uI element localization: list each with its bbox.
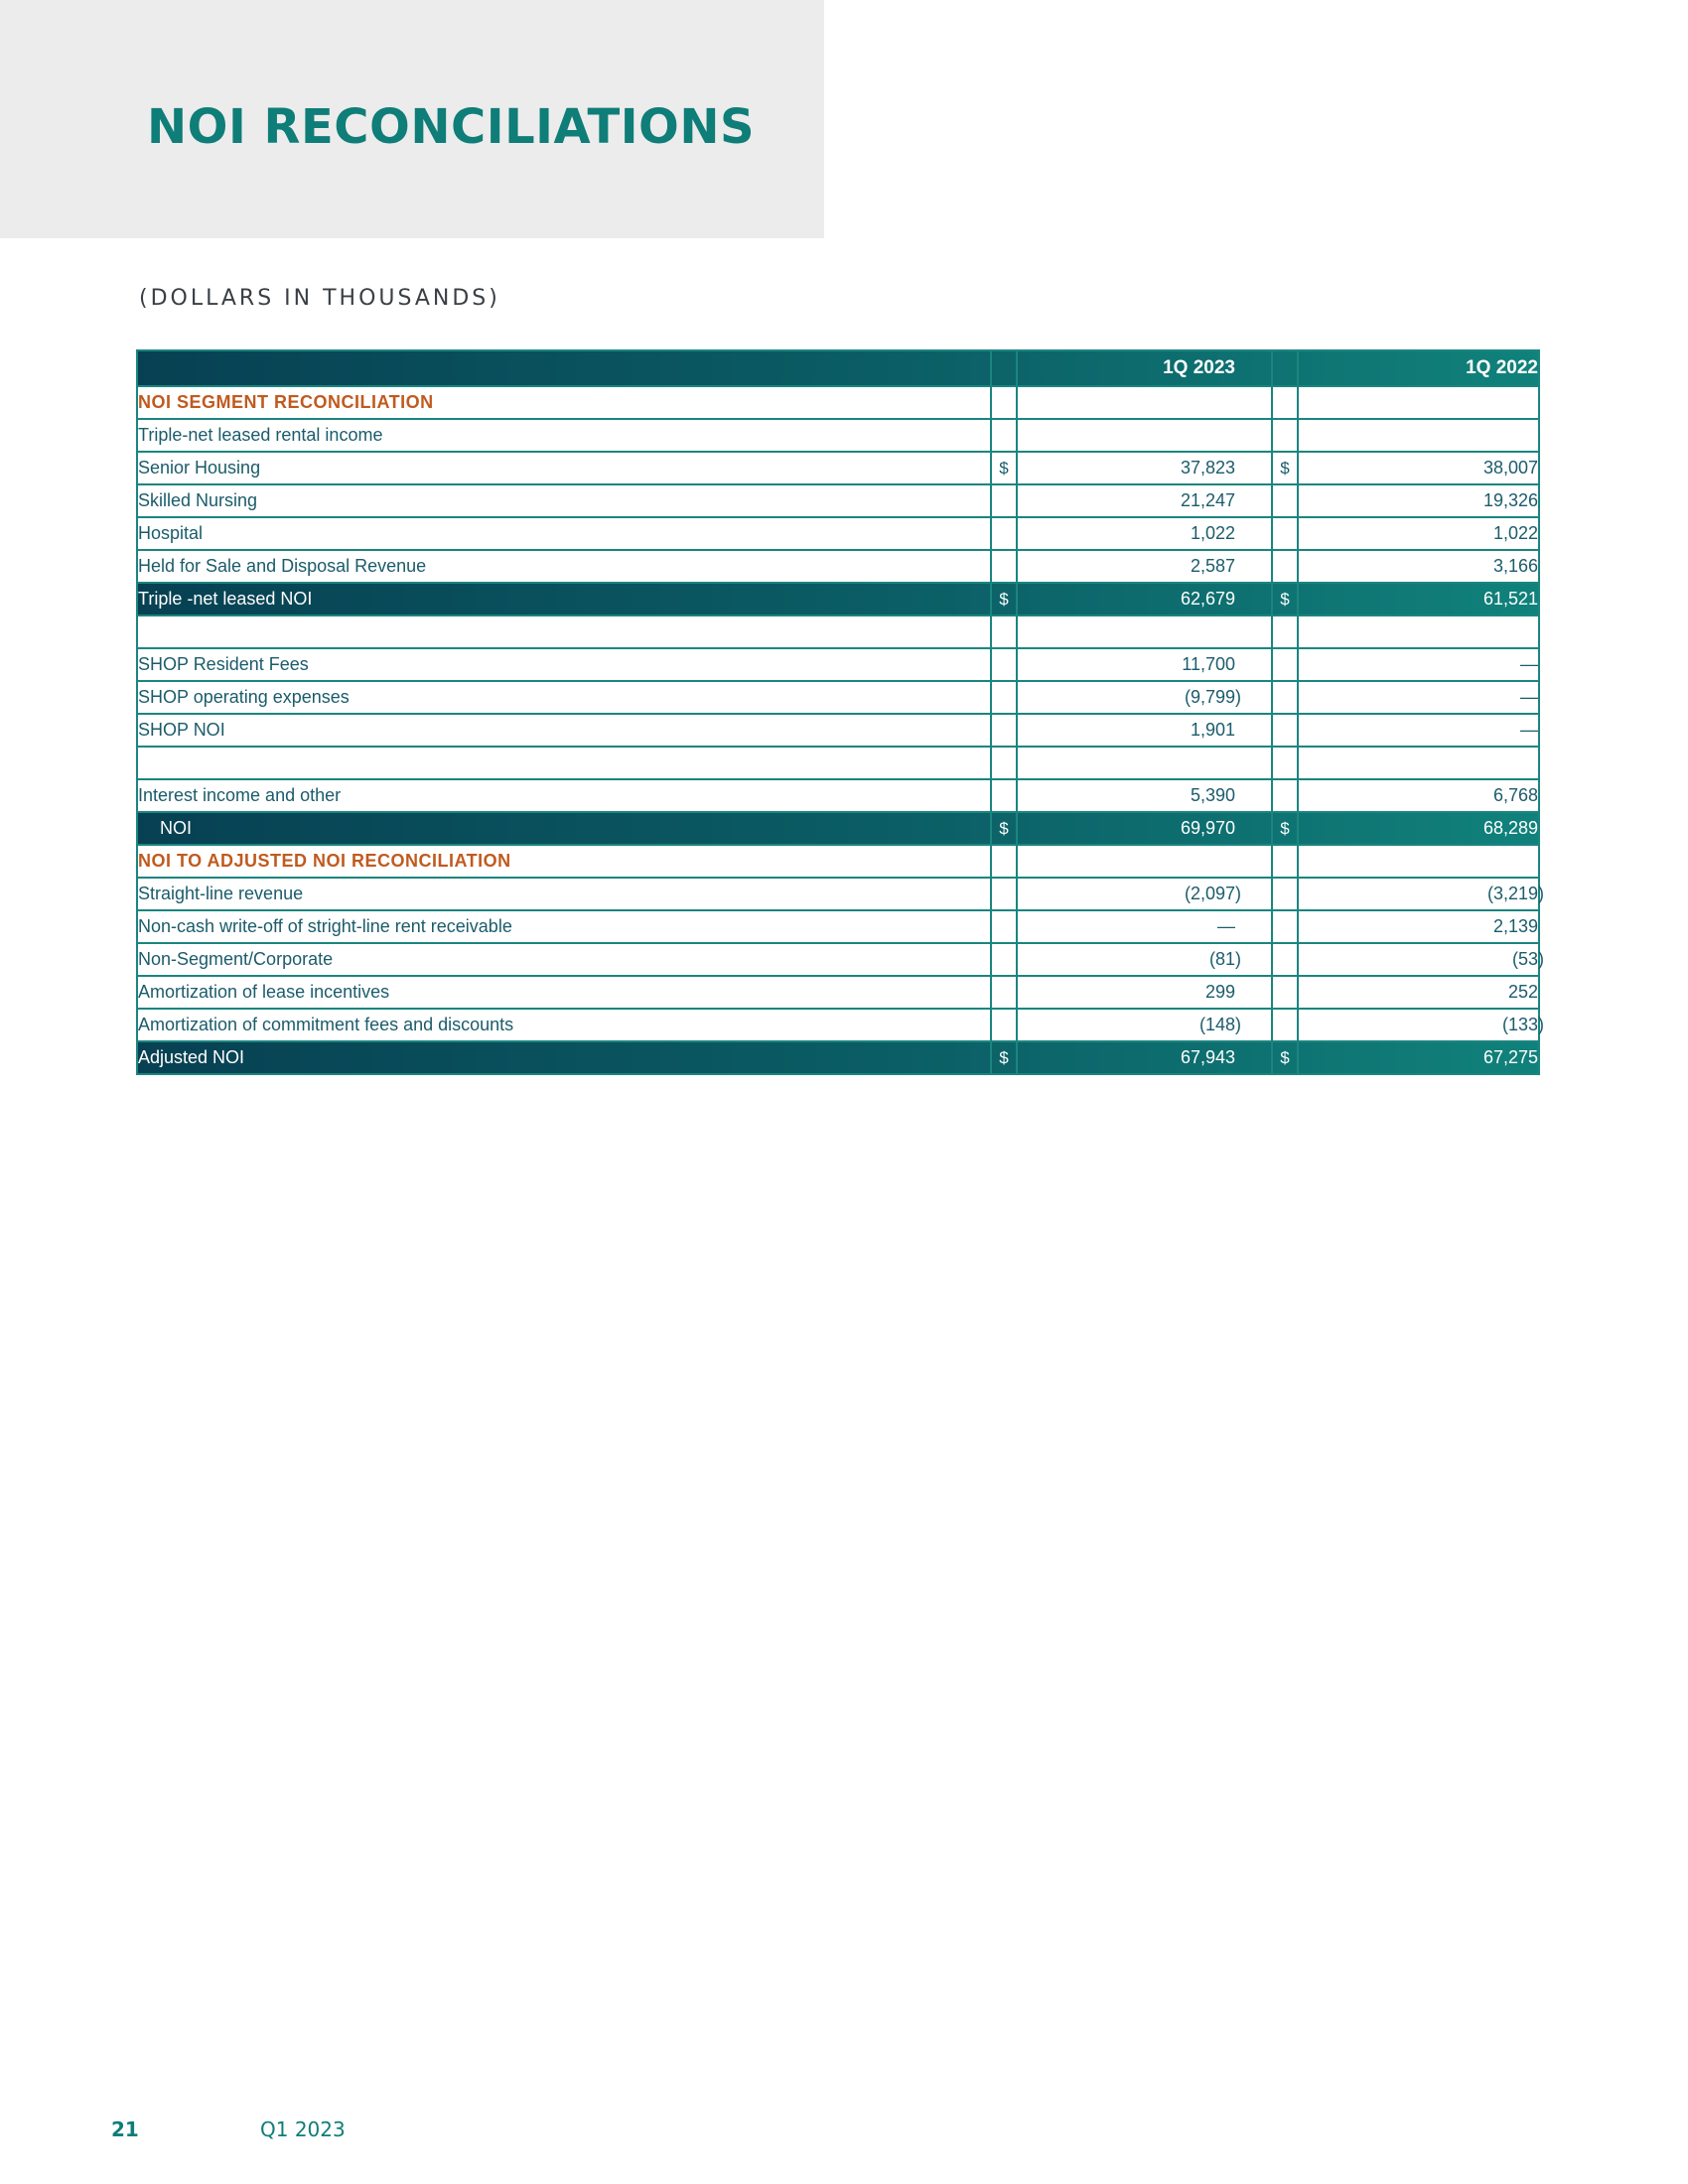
- value-1q-2022: 1,022: [1298, 517, 1539, 550]
- empty-cell: [991, 517, 1017, 550]
- row-label: Triple -net leased NOI: [137, 583, 991, 615]
- row-label: SHOP Resident Fees: [137, 648, 991, 681]
- value-1q-2022: [1298, 943, 1544, 976]
- empty-cell: [1017, 845, 1272, 878]
- section-title-noi-segment: NOI SEGMENT RECONCILIATION: [137, 386, 991, 419]
- header-label-cell: [137, 350, 991, 386]
- header-sign-cell: [991, 350, 1017, 386]
- row-label: Senior Housing: [137, 452, 991, 484]
- empty-cell: [1298, 615, 1539, 648]
- empty-cell: [1272, 747, 1298, 779]
- value-1q-2022: [1298, 878, 1544, 910]
- empty-cell: [1017, 419, 1272, 452]
- header-sign-cell: [1272, 350, 1298, 386]
- empty-cell: [1272, 714, 1298, 747]
- empty-cell: [991, 386, 1017, 419]
- negative-value: (53): [1511, 949, 1544, 969]
- value-1q-2023: 69,970: [1017, 812, 1272, 845]
- value-1q-2022: 3,166: [1298, 550, 1539, 583]
- value-1q-2023: [1017, 681, 1272, 714]
- page-number: 21: [111, 2117, 139, 2141]
- spacer-row: [137, 747, 1539, 779]
- table-row: [137, 681, 1539, 714]
- table-header-row: [137, 350, 1539, 386]
- empty-cell: [1272, 845, 1298, 878]
- negative-value: (9,799): [1184, 687, 1241, 707]
- total-row-triple-net-noi: [137, 583, 1539, 615]
- empty-cell: [1017, 386, 1272, 419]
- total-row-noi: [137, 812, 1539, 845]
- empty-cell: [1272, 779, 1298, 812]
- empty-cell: [1272, 517, 1298, 550]
- total-row-adjusted-noi: [137, 1041, 1539, 1074]
- value-1q-2022: —: [1298, 714, 1539, 747]
- currency-sign: $: [1272, 452, 1298, 484]
- empty-cell: [137, 747, 991, 779]
- row-label: Interest income and other: [137, 779, 991, 812]
- section-title-adjusted-noi: NOI TO ADJUSTED NOI RECONCILIATION: [137, 845, 991, 878]
- table-row: [137, 517, 1539, 550]
- table-row: [137, 779, 1539, 812]
- value-1q-2023: 11,700: [1017, 648, 1272, 681]
- empty-cell: [991, 779, 1017, 812]
- spacer-row: [137, 615, 1539, 648]
- empty-cell: [1272, 943, 1298, 976]
- table-row: [137, 714, 1539, 747]
- value-1q-2023: 21,247: [1017, 484, 1272, 517]
- empty-cell: [1272, 910, 1298, 943]
- empty-cell: [1272, 386, 1298, 419]
- table-row: [137, 484, 1539, 517]
- empty-cell: [991, 681, 1017, 714]
- row-label: Skilled Nursing: [137, 484, 991, 517]
- negative-value: (3,219): [1486, 884, 1544, 903]
- table-row: [137, 1009, 1539, 1041]
- empty-cell: [991, 976, 1017, 1009]
- empty-cell: [991, 845, 1017, 878]
- currency-sign: $: [1272, 812, 1298, 845]
- empty-cell: [1272, 1009, 1298, 1041]
- value-1q-2022: 252: [1298, 976, 1539, 1009]
- row-label: Straight-line revenue: [137, 878, 991, 910]
- value-1q-2022: [1298, 1009, 1544, 1041]
- column-header-1q-2022: 1Q 2022: [1298, 350, 1539, 386]
- value-1q-2022: 67,275: [1298, 1041, 1539, 1074]
- currency-sign: $: [991, 812, 1017, 845]
- title-block: [0, 0, 824, 238]
- value-1q-2022: 2,139: [1298, 910, 1539, 943]
- value-1q-2023: 37,823: [1017, 452, 1272, 484]
- value-1q-2023: —: [1017, 910, 1272, 943]
- negative-value: (133): [1501, 1015, 1544, 1034]
- empty-cell: [1298, 747, 1539, 779]
- value-1q-2023: 2,587: [1017, 550, 1272, 583]
- currency-sign: $: [1272, 1041, 1298, 1074]
- page-title: NOI RECONCILIATIONS: [147, 99, 756, 155]
- empty-cell: [991, 910, 1017, 943]
- row-label: NOI: [137, 812, 991, 845]
- empty-cell: [991, 943, 1017, 976]
- empty-cell: [991, 878, 1017, 910]
- currency-sign: $: [991, 1041, 1017, 1074]
- row-label: Adjusted NOI: [137, 1041, 991, 1074]
- value-1q-2023: 62,679: [1017, 583, 1272, 615]
- value-1q-2023: [1017, 1009, 1272, 1041]
- empty-cell: [1272, 419, 1298, 452]
- row-label: Amortization of lease incentives: [137, 976, 991, 1009]
- empty-cell: [1272, 648, 1298, 681]
- empty-cell: [991, 484, 1017, 517]
- empty-cell: [1298, 386, 1539, 419]
- empty-cell: [991, 615, 1017, 648]
- empty-cell: [991, 747, 1017, 779]
- value-1q-2023: 299: [1017, 976, 1272, 1009]
- empty-cell: [991, 1009, 1017, 1041]
- negative-value: (148): [1198, 1015, 1241, 1034]
- empty-cell: [1272, 681, 1298, 714]
- negative-value: (81): [1208, 949, 1241, 969]
- table-row: [137, 648, 1539, 681]
- empty-cell: [1272, 484, 1298, 517]
- table-row: [137, 550, 1539, 583]
- empty-cell: [1272, 878, 1298, 910]
- currency-sign: $: [1272, 583, 1298, 615]
- table-row: [137, 878, 1539, 910]
- empty-cell: [991, 714, 1017, 747]
- negative-value: (2,097): [1184, 884, 1241, 903]
- empty-cell: [137, 615, 991, 648]
- section-header-row: [137, 845, 1539, 878]
- row-label: Hospital: [137, 517, 991, 550]
- table-row: [137, 452, 1539, 484]
- row-label: SHOP NOI: [137, 714, 991, 747]
- row-label: Triple-net leased rental income: [137, 419, 991, 452]
- value-1q-2023: [1017, 943, 1272, 976]
- value-1q-2023: 1,901: [1017, 714, 1272, 747]
- noi-reconciliation-table: [136, 349, 1544, 1075]
- row-label: Amortization of commitment fees and discounts: [137, 1009, 991, 1041]
- table-row: [137, 976, 1539, 1009]
- empty-cell: [991, 550, 1017, 583]
- empty-cell: [1272, 976, 1298, 1009]
- value-1q-2022: 6,768: [1298, 779, 1539, 812]
- value-1q-2023: 5,390: [1017, 779, 1272, 812]
- table-row: [137, 910, 1539, 943]
- table-row: [137, 419, 1539, 452]
- currency-sign: $: [991, 583, 1017, 615]
- value-1q-2022: 68,289: [1298, 812, 1539, 845]
- row-label: Non-cash write-off of stright-line rent receivable: [137, 910, 991, 943]
- value-1q-2022: 38,007: [1298, 452, 1539, 484]
- empty-cell: [1017, 615, 1272, 648]
- currency-sign: $: [991, 452, 1017, 484]
- value-1q-2022: —: [1298, 648, 1539, 681]
- row-label: Held for Sale and Disposal Revenue: [137, 550, 991, 583]
- column-header-1q-2023: 1Q 2023: [1017, 350, 1272, 386]
- empty-cell: [991, 419, 1017, 452]
- empty-cell: [1272, 550, 1298, 583]
- value-1q-2023: 67,943: [1017, 1041, 1272, 1074]
- table-row: [137, 943, 1539, 976]
- row-label: Non-Segment/Corporate: [137, 943, 991, 976]
- empty-cell: [1298, 845, 1539, 878]
- empty-cell: [1298, 419, 1539, 452]
- section-header-row: [137, 386, 1539, 419]
- row-label: SHOP operating expenses: [137, 681, 991, 714]
- value-1q-2022: 19,326: [1298, 484, 1539, 517]
- value-1q-2022: —: [1298, 681, 1539, 714]
- value-1q-2023: 1,022: [1017, 517, 1272, 550]
- empty-cell: [1272, 615, 1298, 648]
- units-subtitle: (DOLLARS IN THOUSANDS): [139, 286, 500, 311]
- report-period: Q1 2023: [260, 2117, 346, 2141]
- empty-cell: [1017, 747, 1272, 779]
- empty-cell: [991, 648, 1017, 681]
- value-1q-2022: 61,521: [1298, 583, 1539, 615]
- value-1q-2023: [1017, 878, 1272, 910]
